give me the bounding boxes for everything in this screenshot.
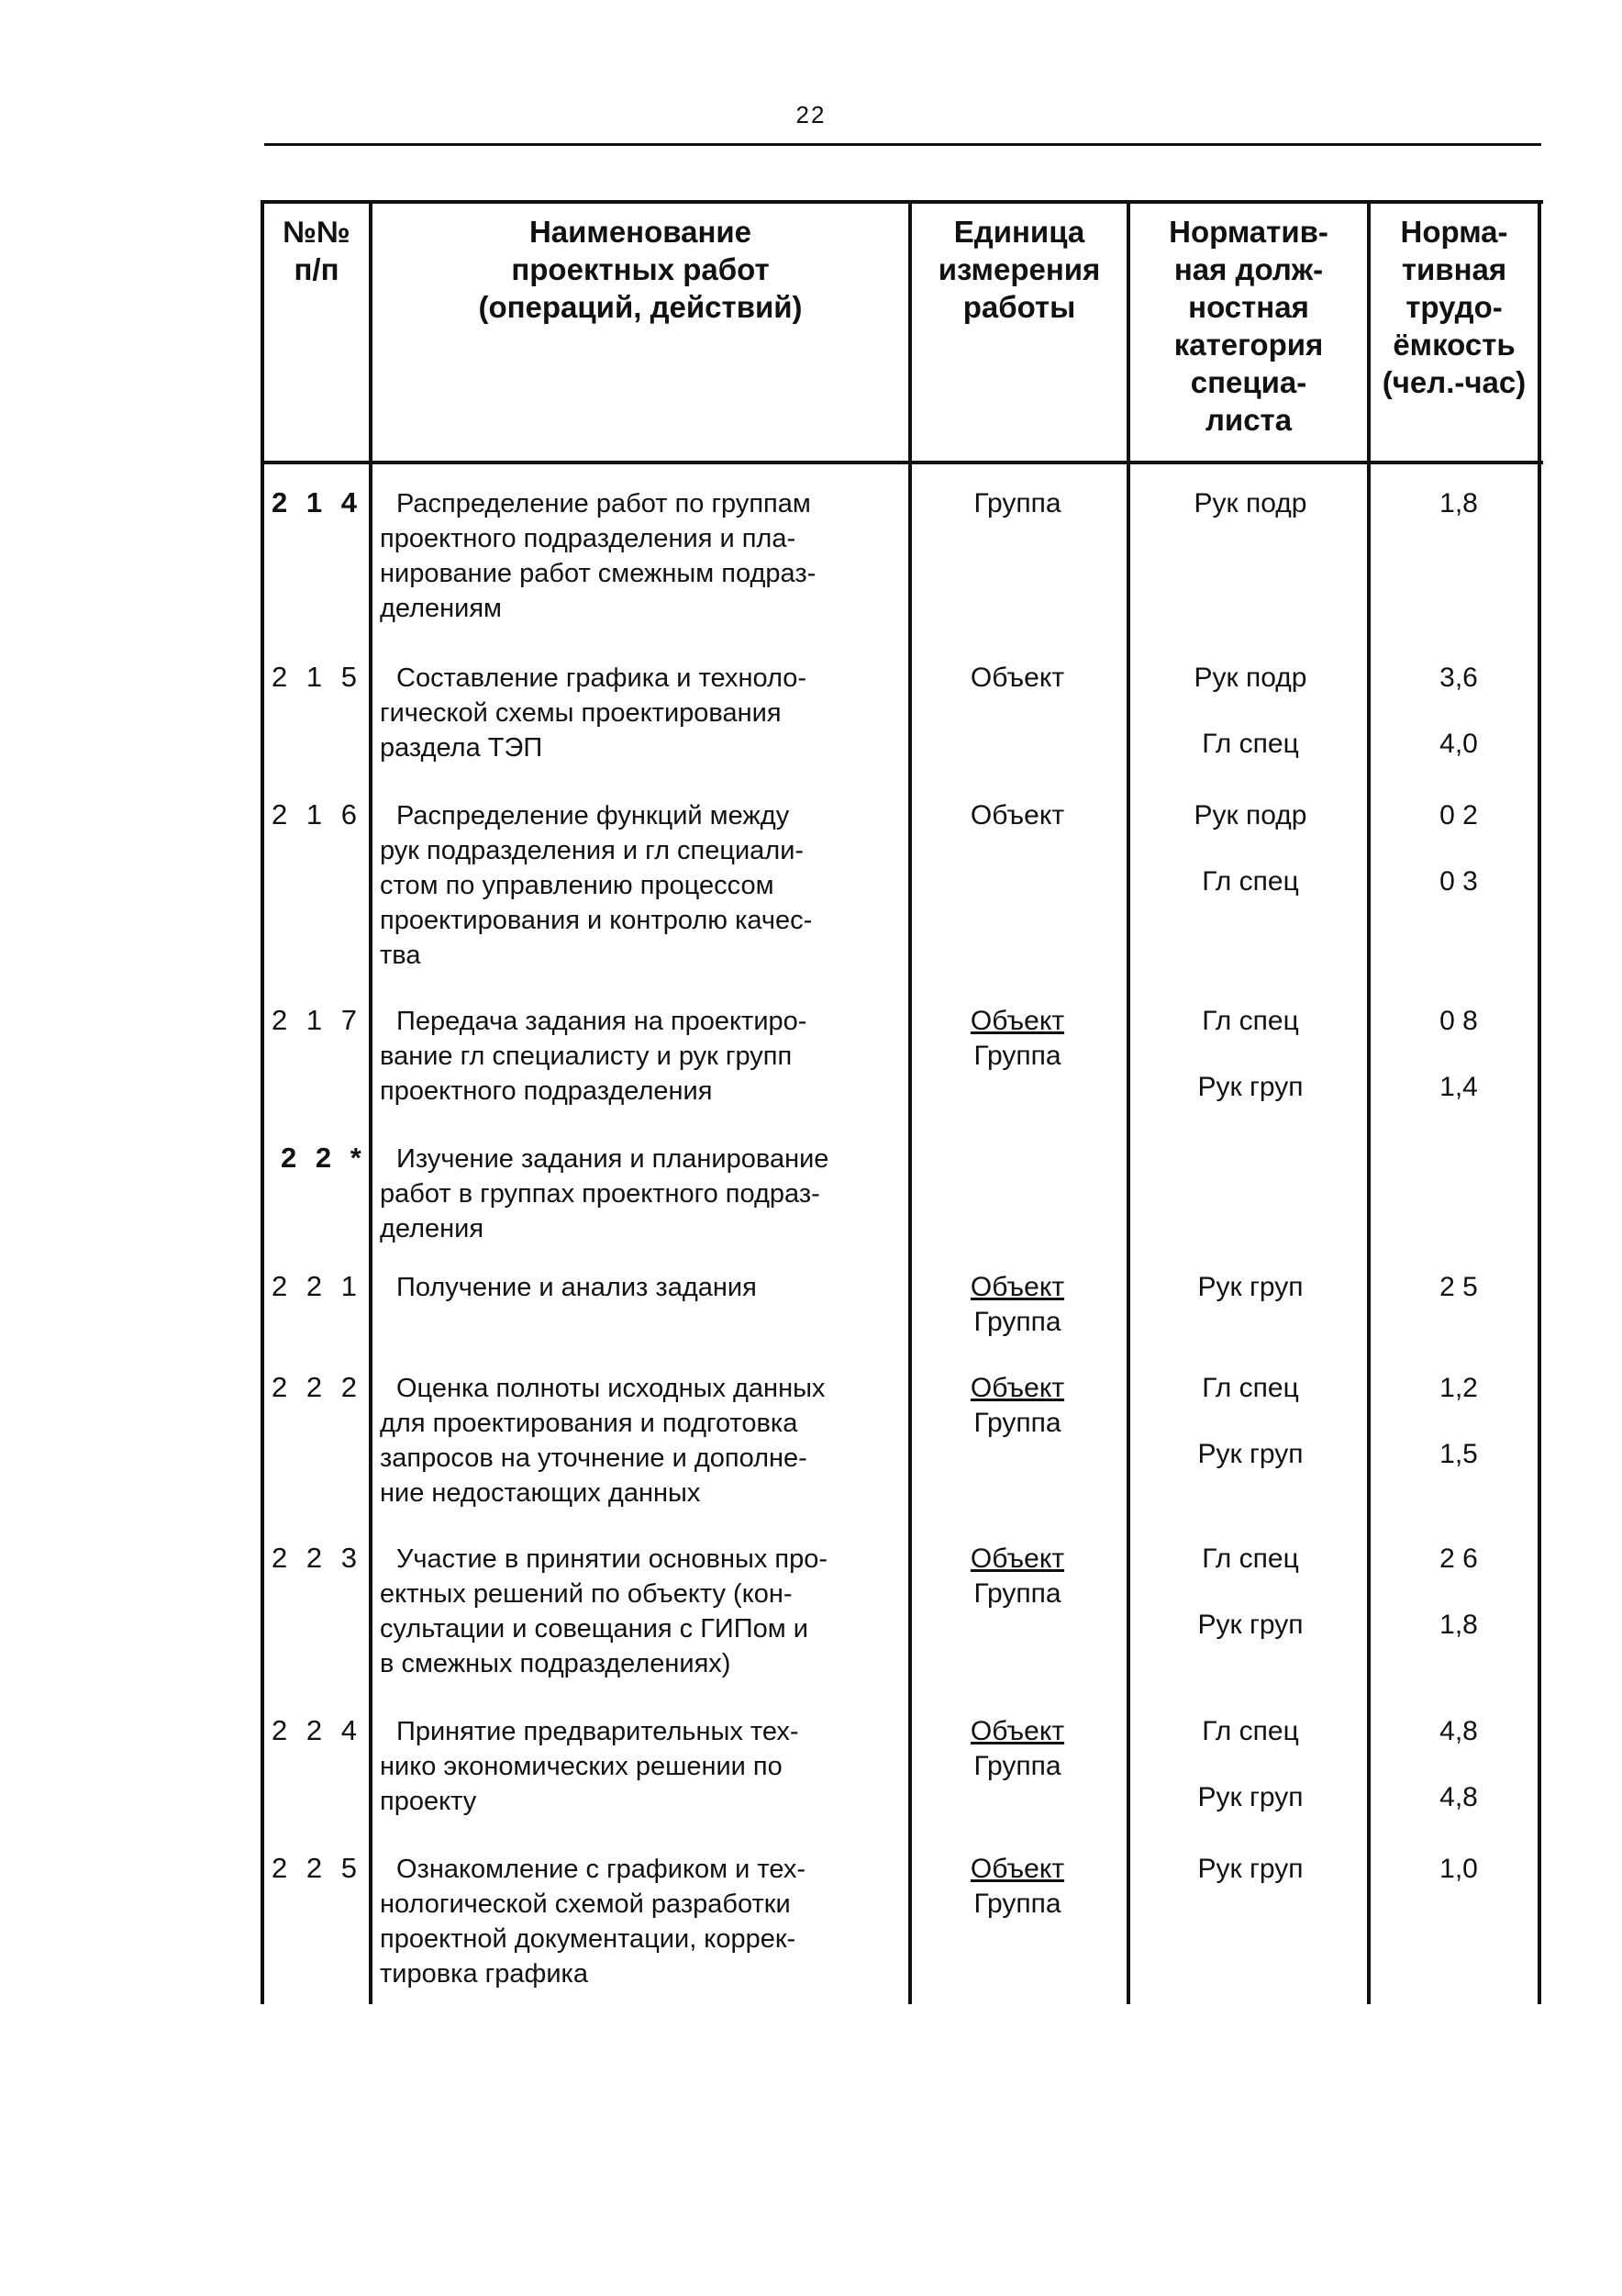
table-border-left [261,200,264,2004]
work-name: Передача задания на проектиро- вание гл специалисту и рук групп проектного подразделения [380,1007,807,1106]
row-number: 2 2 1 [272,1270,362,1302]
specialist-category: Гл спец Рук груп [1197,1544,1304,1640]
header-labor: Норма- тивная трудо- ёмкость (чел.-час) [1382,215,1527,399]
column-divider [369,200,372,2004]
row-number: 2 2 5 [272,1852,362,1884]
row-number: 2 1 5 [272,661,362,693]
labor-value: 0 8 1,4 [1439,1006,1478,1102]
column-divider [1127,200,1130,2004]
specialist-category: Гл спец Рук груп [1197,1716,1304,1812]
header-unit: Единица измерения работы [938,215,1101,324]
header-category: Норматив- ная долж- ностная категория специа- листа [1169,215,1328,437]
work-unit: Группа [973,488,1061,518]
column-divider [1367,200,1371,2004]
labor-value: 2 6 1,8 [1439,1544,1478,1640]
specialist-category: Рук груп [1197,1272,1304,1302]
header-divider [261,461,1543,464]
work-name: Получение и анализ задания [396,1273,757,1302]
work-name: Принятие предварительных тех- нико экономических решении по проекту [380,1717,799,1816]
labor-value: 1,0 [1439,1854,1478,1884]
work-name: Распределение функций между рук подразделения и гл специали- стом по управлению процессом проектирования и контролю качес- тва [380,801,813,970]
labor-value: 2 5 [1439,1272,1478,1302]
table-border-top [261,200,1543,204]
specialist-category: Гл спец Рук груп [1197,1373,1304,1469]
work-unit: Объект Группа [970,1854,1065,1919]
specialist-category: Гл спец Рук груп [1197,1006,1304,1102]
labor-value: 3,6 4,0 [1439,663,1478,759]
work-name: Оценка полноты исходных данных для проектирования и подготовка запросов на уточнение и дополне- ние недостающих данных [380,1374,826,1508]
labor-value: 0 2 0 3 [1439,800,1478,897]
labor-value: 1,8 [1439,488,1478,518]
work-unit: Объект Группа [970,1716,1065,1781]
work-name: Участие в принятии основных про- ектных решений по объекту (кон- сультации и совещания с ГИПом и в смежных подразделениях) [380,1544,828,1678]
row-number: 2 1 7 [272,1004,362,1036]
work-unit: Объект Группа [970,1006,1065,1071]
labor-value: 1,2 1,5 [1439,1373,1478,1469]
work-name: Распределение работ по группам проектного подразделения и пла- нирование работ смежным подраз- делениям [380,489,817,623]
row-number: 2 1 6 [272,798,362,830]
header-name: Наименование проектных работ (операций, действий) [478,215,803,324]
row-number: 2 2 * [281,1142,367,1174]
page-number: 22 [795,101,827,128]
work-unit: Объект [970,800,1065,830]
specialist-category: Рук подр [1194,488,1307,518]
row-number: 2 2 3 [272,1542,362,1574]
header-num: №№ п/п [283,215,350,286]
specialist-category: Рук подр Гл спец [1194,800,1307,897]
specialist-category: Рук груп [1197,1854,1304,1884]
row-number: 2 2 4 [272,1714,362,1746]
row-number: 2 2 2 [272,1371,362,1403]
work-unit: Объект [970,663,1065,693]
labor-value: 4,8 4,8 [1439,1716,1478,1812]
header-rule [264,143,1541,146]
work-norms-table [261,200,1543,2004]
work-unit: Объект Группа [970,1272,1065,1337]
work-name: Изучение задания и планирование работ в группах проектного подраз- деления [380,1144,829,1243]
work-unit: Объект Группа [970,1544,1065,1609]
work-name: Составление графика и техноло- гической схемы проектирования раздела ТЭП [380,663,806,763]
work-unit: Объект Группа [970,1373,1065,1438]
work-name: Ознакомление с графиком и тех- нологической схемой разработки проектной документации, коррек- тировка графика [380,1855,805,1989]
specialist-category: Рук подр Гл спец [1194,663,1307,759]
row-number: 2 1 4 [272,486,362,518]
